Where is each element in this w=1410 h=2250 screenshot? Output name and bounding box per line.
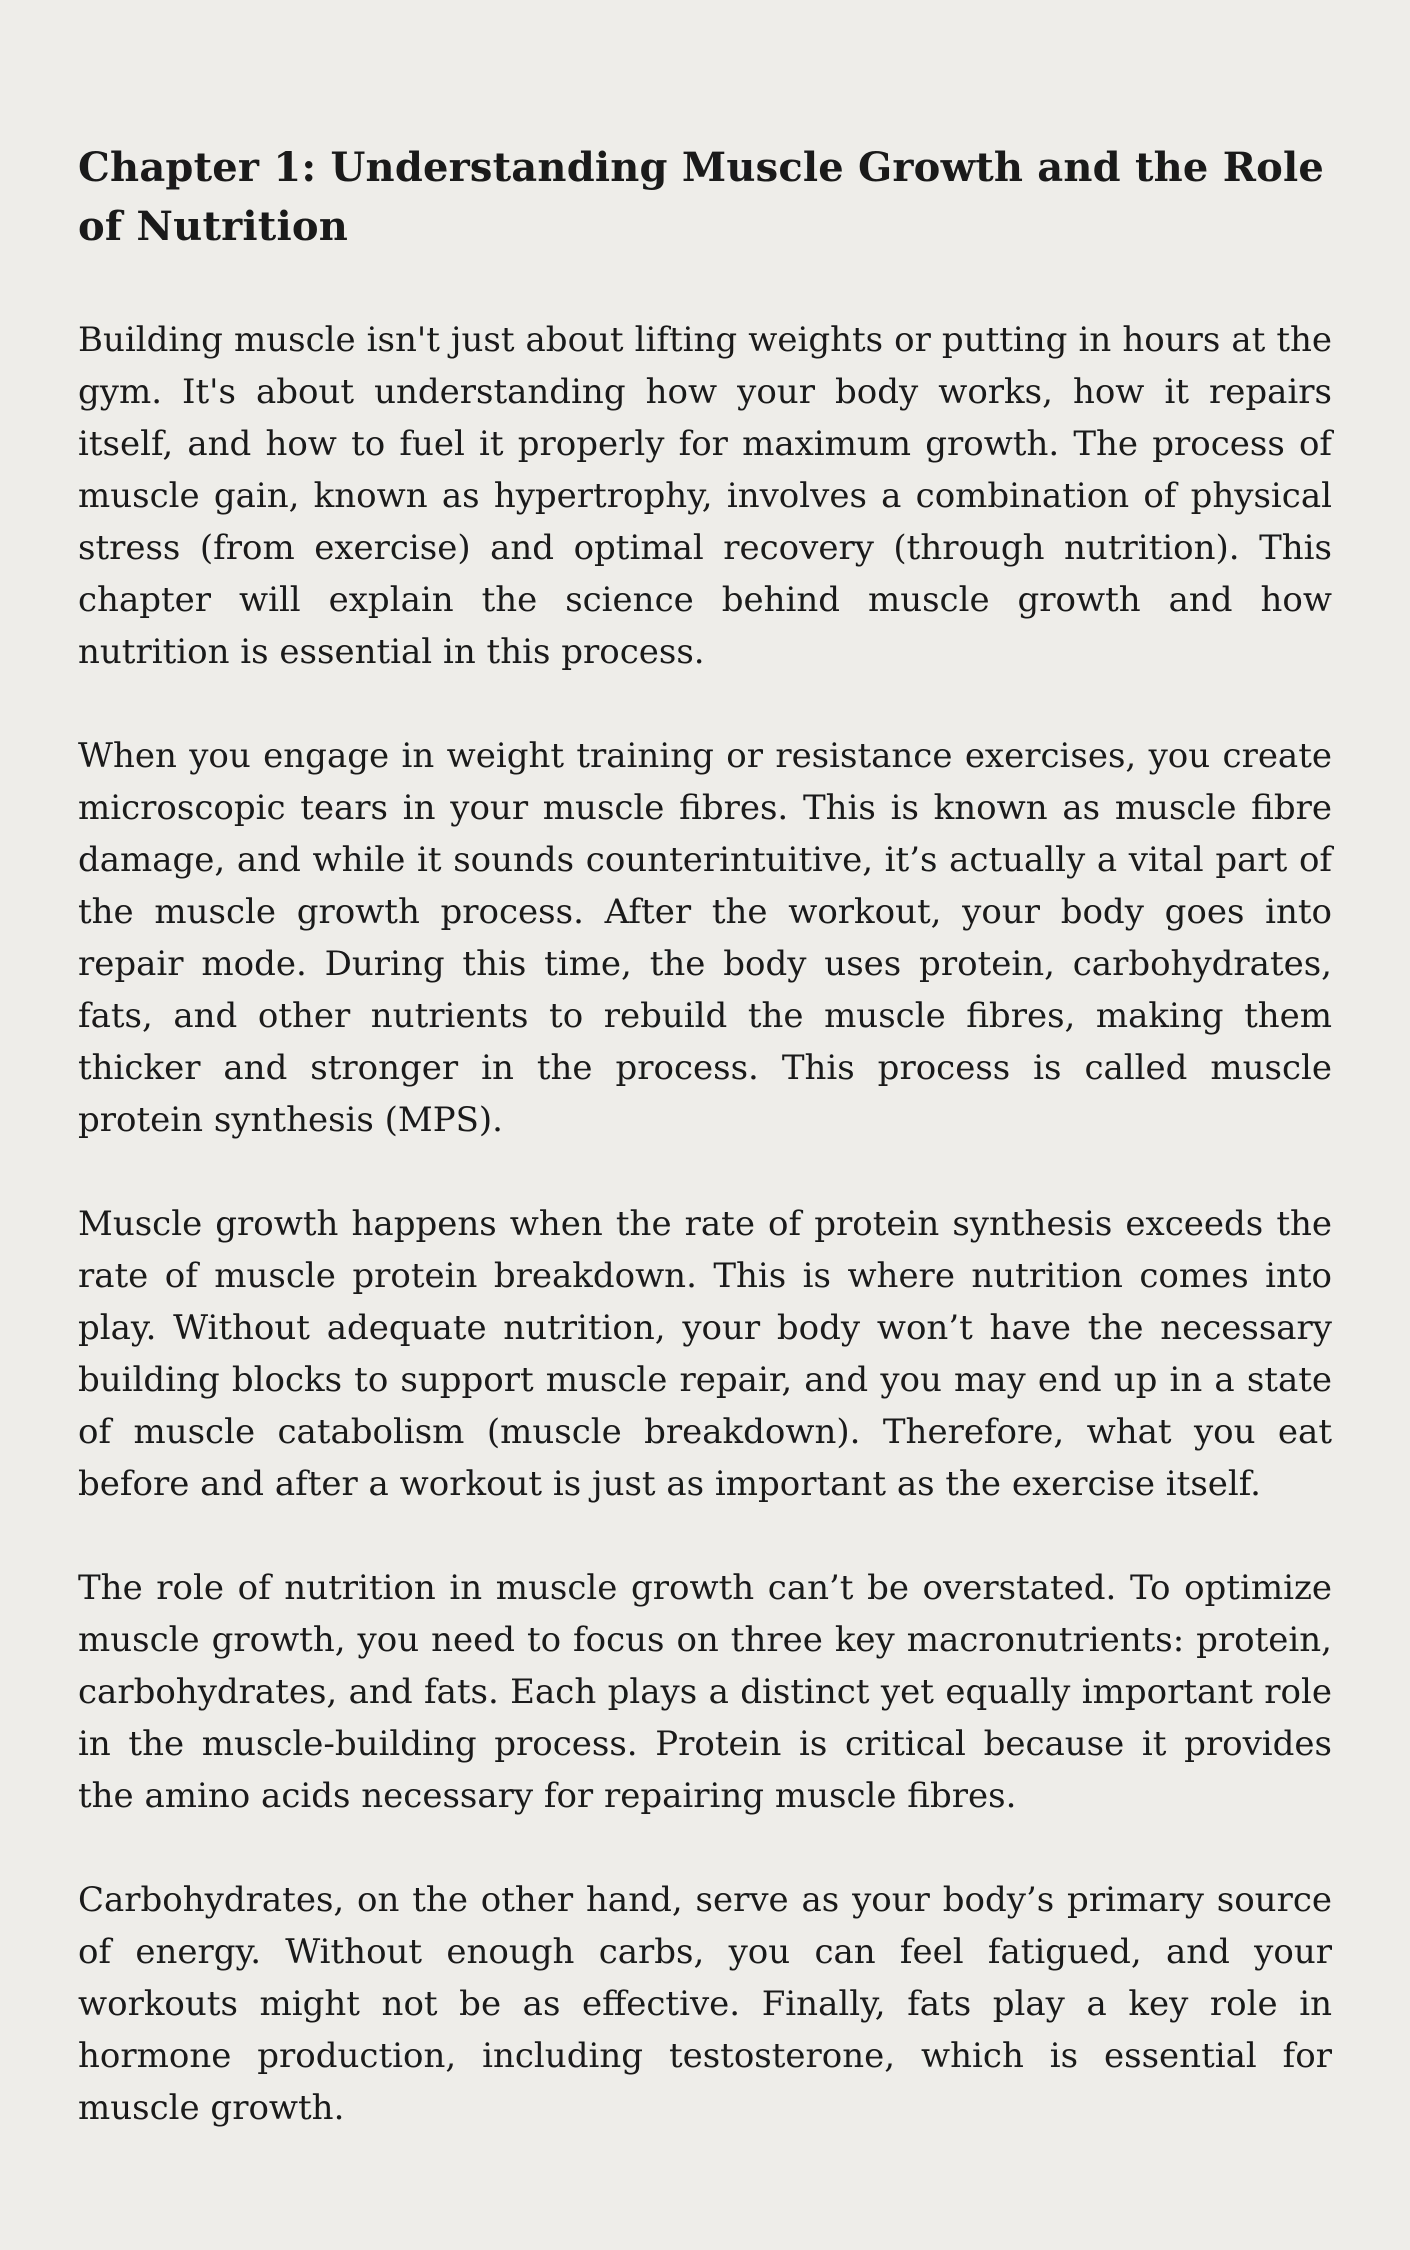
paragraph-protein-synthesis: Muscle growth happens when the rate of protein synthesis exceeds the rate of muscle protein breakdown. This is where nutrition comes into play. Without adequate nutrition, your body won’t have the necessary building blocks to support muscle repair, and you may end up in a state of muscle catabolism (muscle breakdown). Therefore, what you eat before and after a workout is just as important as the exercise itself.: [78, 1204, 1332, 1504]
paragraph-macronutrients: The role of nutrition in muscle growth can’t be overstated. To optimize muscle growth, you need to focus on three key macronutrients: protein, carbohydrates, and fats. Each plays a distinct yet equally important role in the muscle-building process. Protein is critical because it provides the amino acids necessary for repairing muscle fibres.: [78, 1568, 1332, 1816]
paragraph-intro: Building muscle isn't just about lifting weights or putting in hours at the gym. It's about understanding how your body works, how it repairs itself, and how to fuel it properly for maximum growth. The process of muscle gain, known as hypertrophy, involves a combination of physical stress (from exercise) and optimal recovery (through nutrition). This chapter will explain the science behind muscle growth and how nutrition is essential in this process.: [78, 320, 1332, 672]
paragraph-muscle-fibre-damage: When you engage in weight training or resistance exercises, you create microscopic tears in your muscle fibres. This is known as muscle fibre damage, and while it sounds counterintuitive, it’s actually a vital part of the muscle growth process. After the workout, your body goes into repair mode. During this time, the body uses protein, carbohydrates, fats, and other nutrients to rebuild the muscle fibres, making them thicker and stronger in the process. This process is called muscle protein synthesis (MPS).: [78, 736, 1332, 1140]
chapter-title: Chapter 1: Understanding Muscle Growth and the Role of Nutrition: [78, 144, 1325, 250]
paragraph-carbs-fats: Carbohydrates, on the other hand, serve as your body’s primary source of energy. Without enough carbs, you can feel fatigued, and your workouts might not be as effective. Finally, fats play a key role in hormone production, including testosterone, which is essential for muscle growth.: [78, 1880, 1332, 2128]
